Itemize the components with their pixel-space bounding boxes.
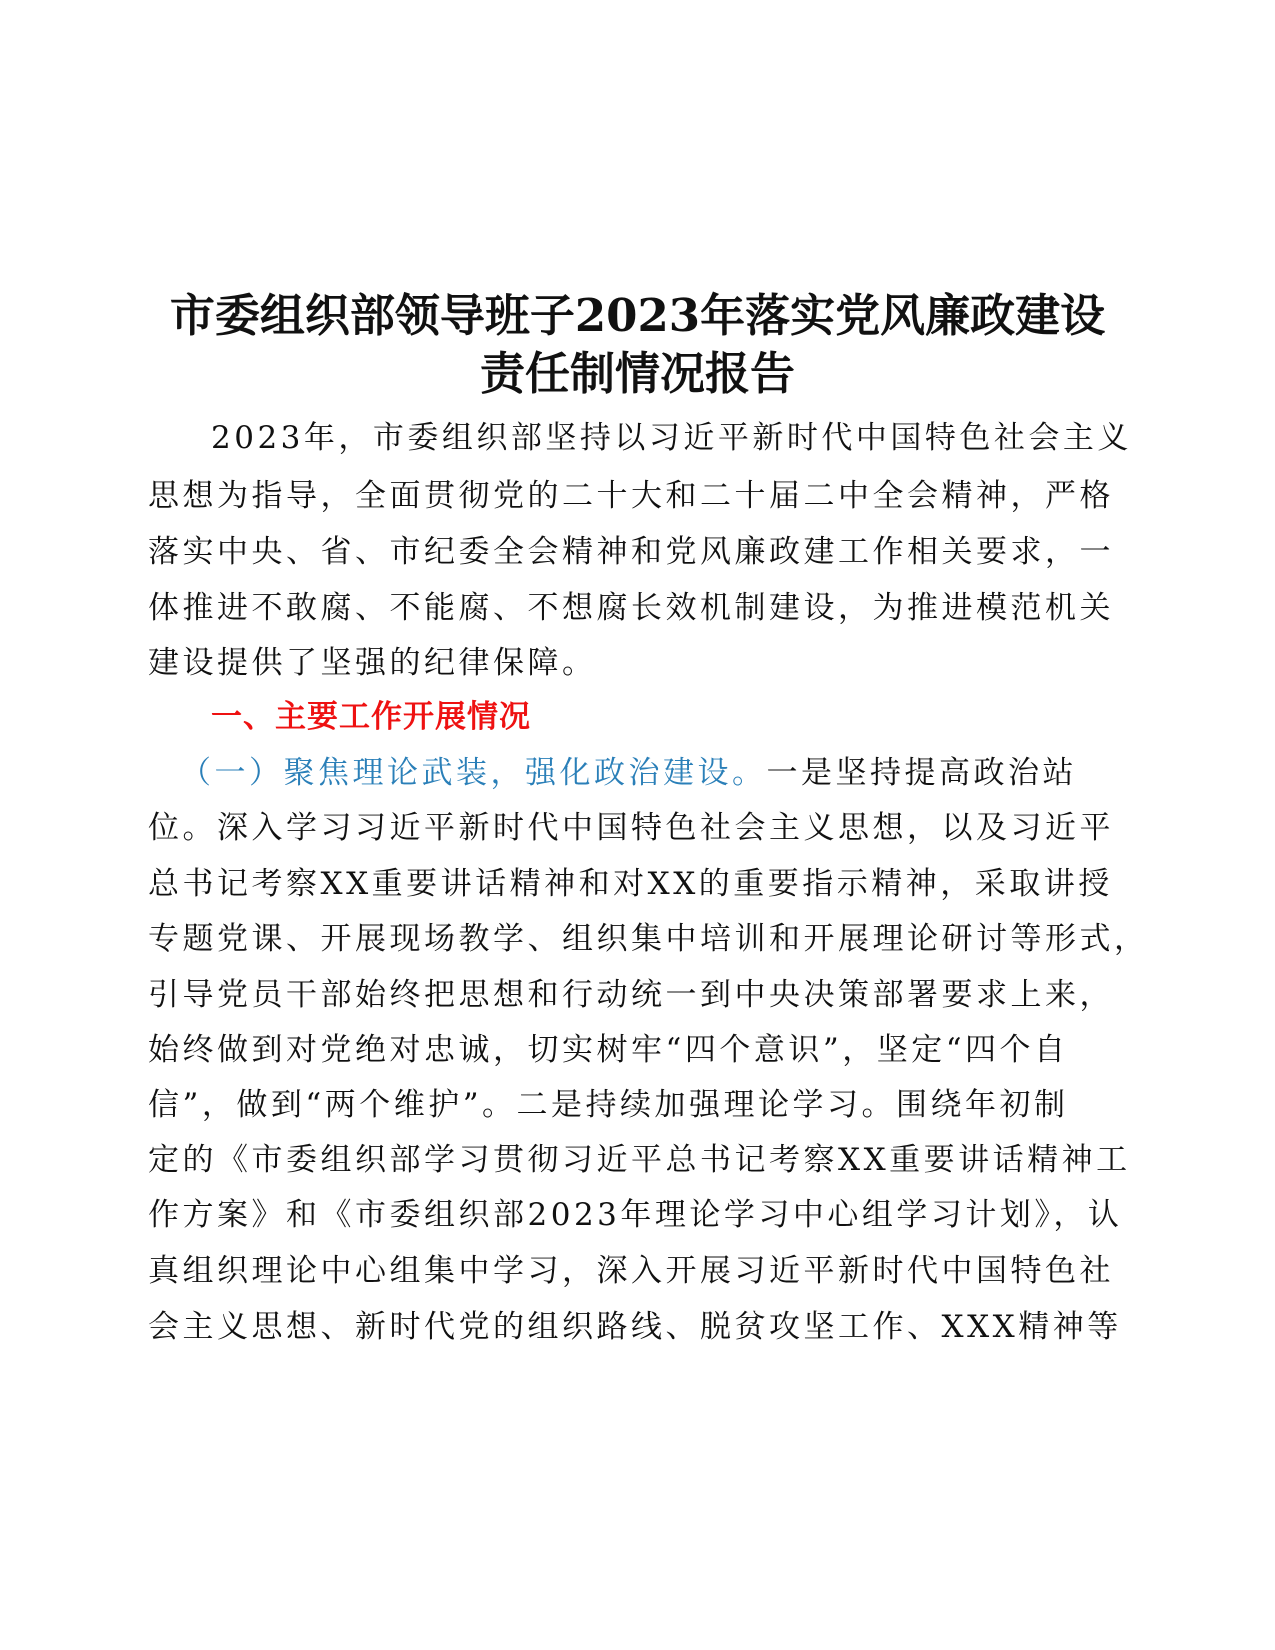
body-line-2: 总书记考察XX重要讲话精神和对XX的重要指示精神，采取讲授 bbox=[148, 866, 1113, 902]
body-line-4: 引导党员干部始终把思想和行动统一到中央决策部署要求上来， bbox=[148, 977, 1114, 1013]
title-line-2: 责任制情况报告 bbox=[479, 347, 795, 400]
body-line-9: 真组织理论中心组集中学习，深入开展习近平新时代中国特色社 bbox=[148, 1253, 1114, 1289]
subsection-line-1 bbox=[180, 744, 1077, 802]
subsection-first-line-rest: 一是坚持提高政治站 bbox=[766, 755, 1077, 791]
section-heading-1: 一、主要工作开展情况 bbox=[211, 699, 531, 735]
body-line-6: 信”，做到“两个维护”。二是持续加强理论学习。围绕年初制 bbox=[148, 1087, 1069, 1123]
body-line-1: 位。深入学习习近平新时代中国特色社会主义思想，以及习近平 bbox=[148, 810, 1114, 846]
intro-line-5: 建设提供了坚强的纪律保障。 bbox=[148, 645, 597, 681]
body-line-5: 始终做到对党绝对忠诚，切实树牢“四个意识”，坚定“四个自 bbox=[148, 1032, 1069, 1068]
intro-line-3: 落实中央、省、市纪委全会精神和党风廉政建工作相关要求，一 bbox=[148, 534, 1114, 570]
intro-line-4: 体推进不敢腐、不能腐、不想腐长效机制建设，为推进模范机关 bbox=[148, 590, 1114, 626]
title-line-1: 市委组织部领导班子2023年落实党风廉政建设 bbox=[169, 289, 1106, 342]
intro-line-2: 思想为指导，全面贯彻党的二十大和二十届二中全会精神，严格 bbox=[148, 478, 1114, 514]
body-line-3: 专题党课、开展现场教学、组织集中培训和开展理论研讨等形式， bbox=[148, 921, 1149, 957]
subsection-heading-1: （一）聚焦理论武装，强化政治建设。 bbox=[180, 755, 767, 791]
intro-line-1: 2023年，市委组织部坚持以习近平新时代中国特色社会主义 bbox=[211, 420, 1132, 456]
body-line-8: 作方案》和《市委组织部2023年理论学习中心组学习计划》，认 bbox=[148, 1197, 1123, 1233]
body-line-7: 定的《市委组织部学习贯彻习近平总书记考察XX重要讲话精神工 bbox=[148, 1142, 1131, 1178]
body-line-10: 会主义思想、新时代党的组织路线、脱贫攻坚工作、XXX精神等 bbox=[148, 1309, 1122, 1345]
